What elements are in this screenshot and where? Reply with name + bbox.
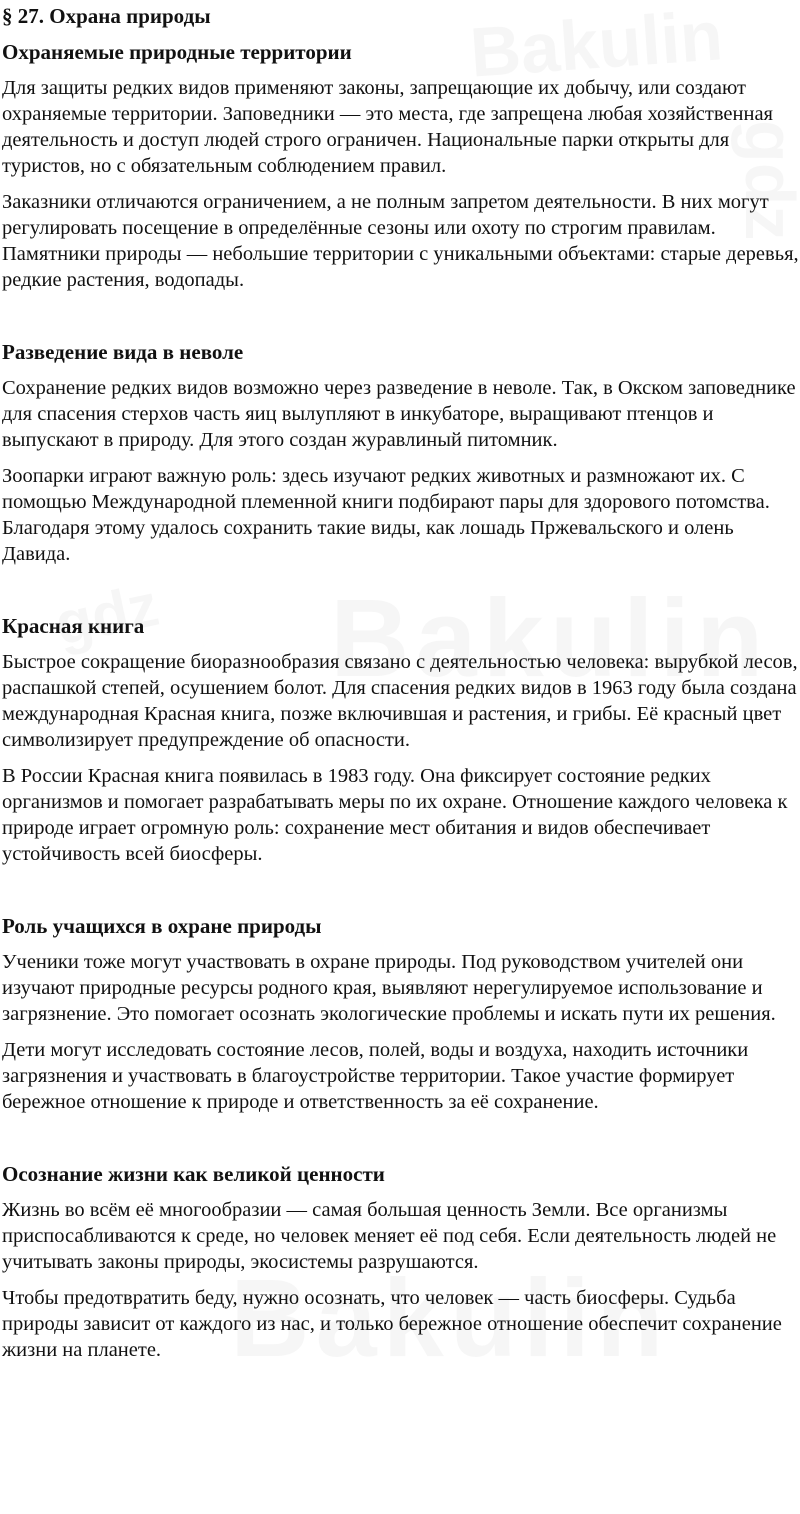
section-captive-breeding bbox=[2, 339, 800, 567]
section-value-of-life bbox=[2, 1161, 800, 1363]
page-title: § 27. Охрана природы bbox=[2, 4, 211, 28]
paragraph: Чтобы предотвратить беду, нужно осознать, что человек — часть биосферы. Судьба природы зависит от каждого из нас, и только бережное отношение обеспечит сохранение жизни на планете. bbox=[2, 1287, 782, 1361]
section-heading: Красная книга bbox=[2, 614, 145, 638]
section-heading: Осознание жизни как великой ценности bbox=[2, 1162, 385, 1186]
paragraph: Дети могут исследовать состояние лесов, полей, воды и воздуха, находить источники загрязнения и участвовать в благоустройстве территории. Такое участие формирует бережное отношение к природе и ответственность за её сохранение. bbox=[2, 1039, 749, 1113]
section-heading: Роль учащихся в охране природы bbox=[2, 914, 322, 938]
paragraph: Сохранение редких видов возможно через разведение в неволе. Так, в Окском заповеднике для спасения стерхов часть яиц вылупляют в инкубаторе, выращивают птенцов и выпускают в природу. Для этого создан журавлиный питомник. bbox=[2, 377, 796, 451]
page-content bbox=[2, 3, 800, 1363]
paragraph: Быстрое сокращение биоразнообразия связано с деятельностью человека: вырубкой лесов, распашкой степей, осушением болот. Для спасения редких видов в 1963 году была создана международная Красная книга, позже включившая и растения, и грибы. Её красный цвет символизирует предупреждение об опасности. bbox=[2, 651, 798, 751]
paragraph: Жизнь во всём её многообразии — самая большая ценность Земли. Все организмы приспосабливаются к среде, но человек меняет её под себя. Если деятельность людей не учитывать законы природы, экосистемы разрушаются. bbox=[2, 1199, 777, 1273]
paragraph: В России Красная книга появилась в 1983 году. Она фиксирует состояние редких организмов и помогает разрабатывать меры по их охране. Отношение каждого человека к природе играет огромную роль: сохранение мест обитания и видов обеспечивает устойчивость всей биосферы. bbox=[2, 765, 788, 865]
section-students-role bbox=[2, 913, 800, 1115]
paragraph: Зоопарки играют важную роль: здесь изучают редких животных и размножают их. С помощью Международной племенной книги подбирают пары для здорового потомства. Благодаря этому удалось сохранить такие виды, как лошадь Пржевальского и олень Давида. bbox=[2, 465, 770, 565]
paragraph: Заказники отличаются ограничением, а не полным запретом деятельности. В них могут регулировать посещение в определённые сезоны или охоту по строгим правилам. Памятники природы — небольшие территории с уникальными объектами: старые деревья, редкие растения, водопады. bbox=[2, 191, 799, 291]
section-heading: Охраняемые природные территории bbox=[2, 40, 352, 64]
paragraph: Ученики тоже могут участвовать в охране природы. Под руководством учителей они изучают природные ресурсы родного края, выявляют нерегулируемое использование и загрязнение. Это помогает осознать экологические проблемы и искать пути их решения. bbox=[2, 951, 776, 1025]
section-protected-territories bbox=[2, 39, 800, 293]
section-red-book bbox=[2, 613, 800, 867]
section-heading: Разведение вида в неволе bbox=[2, 340, 244, 364]
paragraph: Для защиты редких видов применяют законы, запрещающие их добычу, или создают охраняемые территории. Заповедники — это места, где запрещена любая хозяйственная деятельность и доступ людей строго ограничен. Национальные парки открыты для туристов, но с обязательным соблюдением правил. bbox=[2, 77, 773, 177]
